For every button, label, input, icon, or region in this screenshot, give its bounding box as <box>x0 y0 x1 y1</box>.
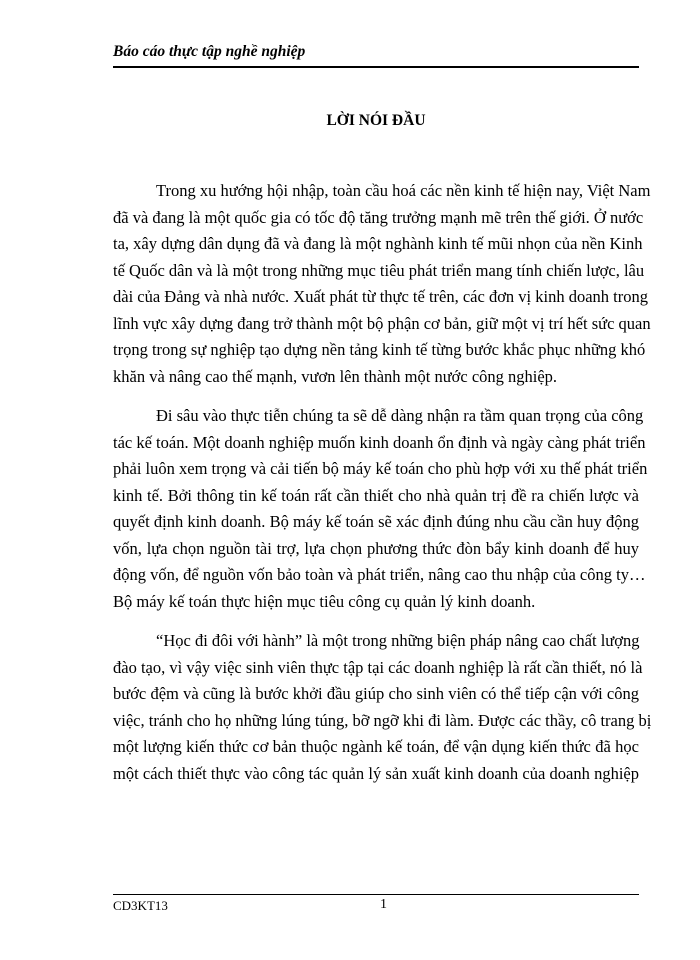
body-text <box>113 178 652 800</box>
text-line: một lượng kiến thức cơ bản thuộc ngành kế toán, để vận dụng kiến thức đã học <box>113 737 639 756</box>
text-line: tác kế toán. Một doanh nghiệp muốn kinh doanh ổn định và ngày càng phát triển <box>113 432 646 452</box>
paragraph-3 <box>113 628 652 787</box>
paragraph-1 <box>113 178 651 390</box>
page-title: LỜI NÓI ĐẦU <box>326 112 426 129</box>
text-line: vốn, lựa chọn nguồn tài trợ, lựa chọn phương thức đòn bẩy kinh doanh để huy <box>113 538 639 558</box>
text-line: dài của Đảng và nhà nước. Xuất phát từ thực tế trên, các đơn vị kinh doanh trong <box>113 287 648 306</box>
footer-code: CD3KT13 <box>113 898 168 913</box>
text-line: Trong xu hướng hội nhập, toàn cầu hoá các nền kinh tế hiện nay, Việt Nam <box>156 181 651 200</box>
page-number: 1 <box>380 897 387 912</box>
footer-divider <box>113 894 639 895</box>
text-line: quyết định kinh doanh. Bộ máy kế toán sẽ xác định đúng nhu cầu cần huy động <box>113 512 639 531</box>
text-line: việc, tránh cho họ những lúng túng, bỡ ngỡ khi đi làm. Được các thầy, cô trang bị <box>113 710 652 730</box>
text-line: một cách thiết thực vào công tác quản lý sản xuất kinh doanh của doanh nghiệp <box>113 763 639 783</box>
text-line: bước đệm và cũng là bước khởi đầu giúp cho sinh viên có thể tiếp cận với công <box>113 684 639 703</box>
paragraph-2 <box>113 403 648 615</box>
text-line: đã và đang là một quốc gia có tốc độ tăng trưởng mạnh mẽ trên thế giới. Ở nước <box>113 207 644 227</box>
text-line: khăn và nâng cao thế mạnh, vươn lên thành một nước công nghiệp. <box>113 366 558 386</box>
text-line: lĩnh vực xây dựng đang trở thành một bộ phận cơ bản, giữ một vị trí hết sức quan <box>113 313 651 333</box>
text-line: tế Quốc dân và là một trong những mục tiêu phát triển mang tính chiến lược, lâu <box>113 260 645 280</box>
header-title: Báo cáo thực tập nghề nghiệp <box>113 43 306 60</box>
text-line: Bộ máy kế toán thực hiện mục tiêu công cụ quản lý kinh doanh. <box>113 591 536 611</box>
text-line: động vốn, để nguồn vốn bảo toàn và phát triển, nâng cao thu nhập của công ty… <box>113 565 646 584</box>
text-line: ta, xây dựng dân dụng đã và đang là một nghành kinh tế mũi nhọn của nền Kinh <box>113 234 643 253</box>
text-line: phải luôn xem trọng và cải tiến bộ máy kế toán cho phù hợp với xu thế phát triển <box>113 459 648 478</box>
text-line: kinh tế. Bởi thông tin kế toán rất cần thiết cho nhà quản trị đề ra chiến lược và <box>113 485 639 505</box>
text-line: “Học đi đôi với hành” là một trong những biện pháp nâng cao chất lượng <box>156 631 640 650</box>
header-divider <box>113 66 639 68</box>
text-line: đào tạo, vì vậy việc sinh viên thực tập tại các doanh nghiệp là rất cần thiết, nó là <box>113 657 643 677</box>
text-line: Đi sâu vào thực tiễn chúng ta sẽ dễ dàng nhận ra tầm quan trọng của công <box>156 406 644 425</box>
text-line: trọng trong sự nghiệp tạo dựng nền tảng kinh tế từng bước khắc phục những khó <box>113 340 646 359</box>
